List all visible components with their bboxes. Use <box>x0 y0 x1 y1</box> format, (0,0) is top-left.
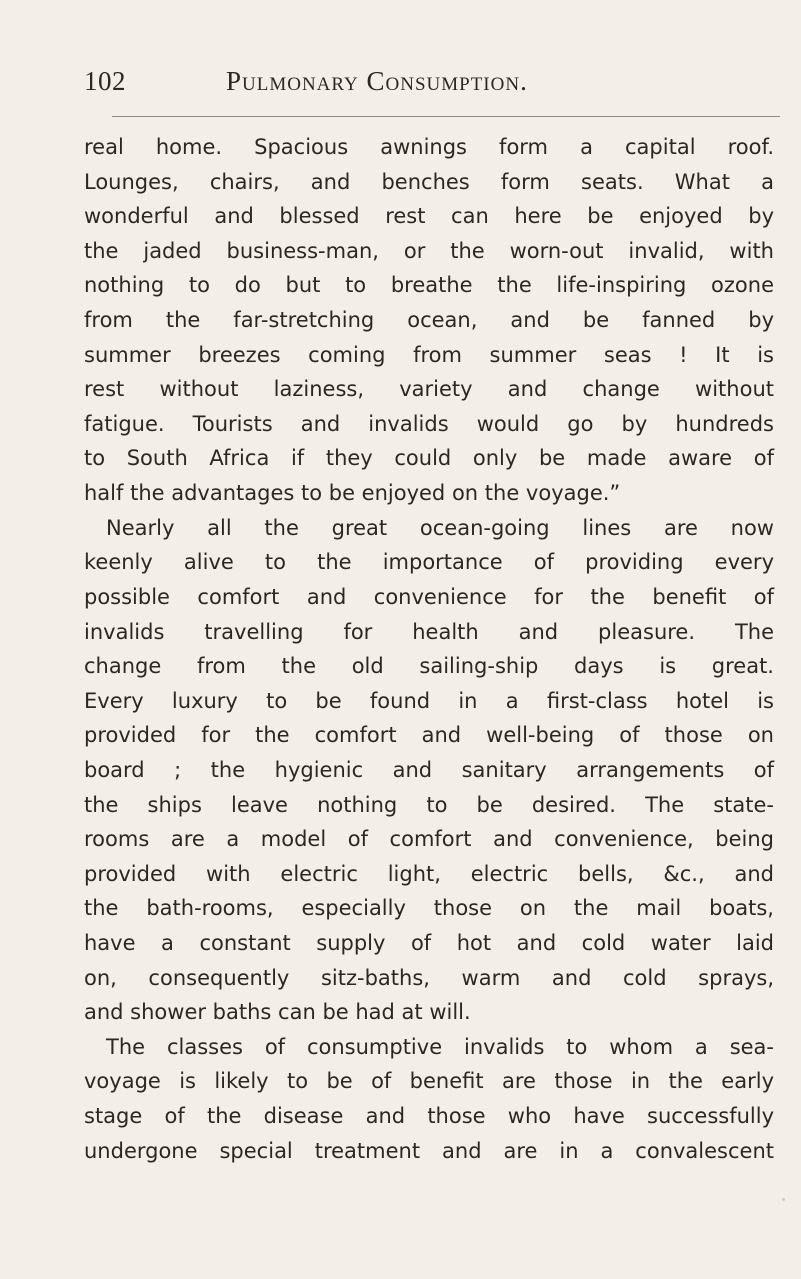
text-line: possible comfort and convenience for the benefit of <box>84 584 774 609</box>
text-line: invalids travelling for health and pleasure. The <box>84 619 774 644</box>
text-line: the ships leave nothing to be desired. The state- <box>84 792 774 817</box>
text-line: on, consequently sitz-baths, warm and cold sprays, <box>84 965 774 990</box>
text-line: wonderful and blessed rest can here be enjoyed by <box>84 204 774 229</box>
text-line: to South Africa if they could only be made aware of <box>84 446 774 471</box>
running-head <box>84 66 744 102</box>
text-line: real home. Spacious awnings form a capital roof. <box>84 135 774 159</box>
text-line: have a constant supply of hot and cold water laid <box>84 931 774 956</box>
scan-speck <box>782 1198 785 1201</box>
text-line: half the advantages to be enjoyed on the voyage.” <box>84 481 621 506</box>
text-line: the bath-rooms, especially those on the mail boats, <box>84 896 774 921</box>
text-line: stage of the disease and those who have successfully <box>84 1104 774 1129</box>
text-line: voyage is likely to be of benefit are those in the early <box>84 1069 774 1094</box>
text-line: the jaded business-man, or the worn-out invalid, with <box>84 238 774 263</box>
header-rule <box>112 116 780 117</box>
text-line: Every luxury to be found in a first-class hotel is <box>84 688 774 713</box>
text-line: fatigue. Tourists and invalids would go by hundreds <box>84 411 774 436</box>
text-line: The classes of consumptive invalids to whom a sea- <box>106 1034 774 1059</box>
text-line: rooms are a model of comfort and convenience, being <box>84 827 774 852</box>
text-line: nothing to do but to breathe the life-inspiring ozone <box>84 273 774 298</box>
text-line: undergone special treatment and are in a convalescent <box>84 1138 774 1163</box>
text-line: Lounges, chairs, and benches form seats. What a <box>84 169 774 194</box>
text-line: provided for the comfort and well-being of those on <box>84 723 774 748</box>
text-line: keenly alive to the importance of providing every <box>84 550 774 575</box>
text-line: summer breezes coming from summer seas ! It is <box>84 342 774 367</box>
text-line: and shower baths can be had at will. <box>84 1000 471 1025</box>
running-title: Pulmonary Consumption. <box>226 66 528 96</box>
text-line: from the far-stretching ocean, and be fanned by <box>84 308 774 333</box>
page-number: 102 <box>84 66 126 96</box>
text-line: rest without laziness, variety and change without <box>84 377 774 402</box>
text-line: board ; the hygienic and sanitary arrangements of <box>84 757 774 782</box>
text-line: Nearly all the great ocean-going lines are now <box>106 515 774 540</box>
text-line: provided with electric light, electric bells, &c., and <box>84 861 774 886</box>
body-text <box>84 130 774 1168</box>
text-line: change from the old sailing-ship days is great. <box>84 654 774 679</box>
